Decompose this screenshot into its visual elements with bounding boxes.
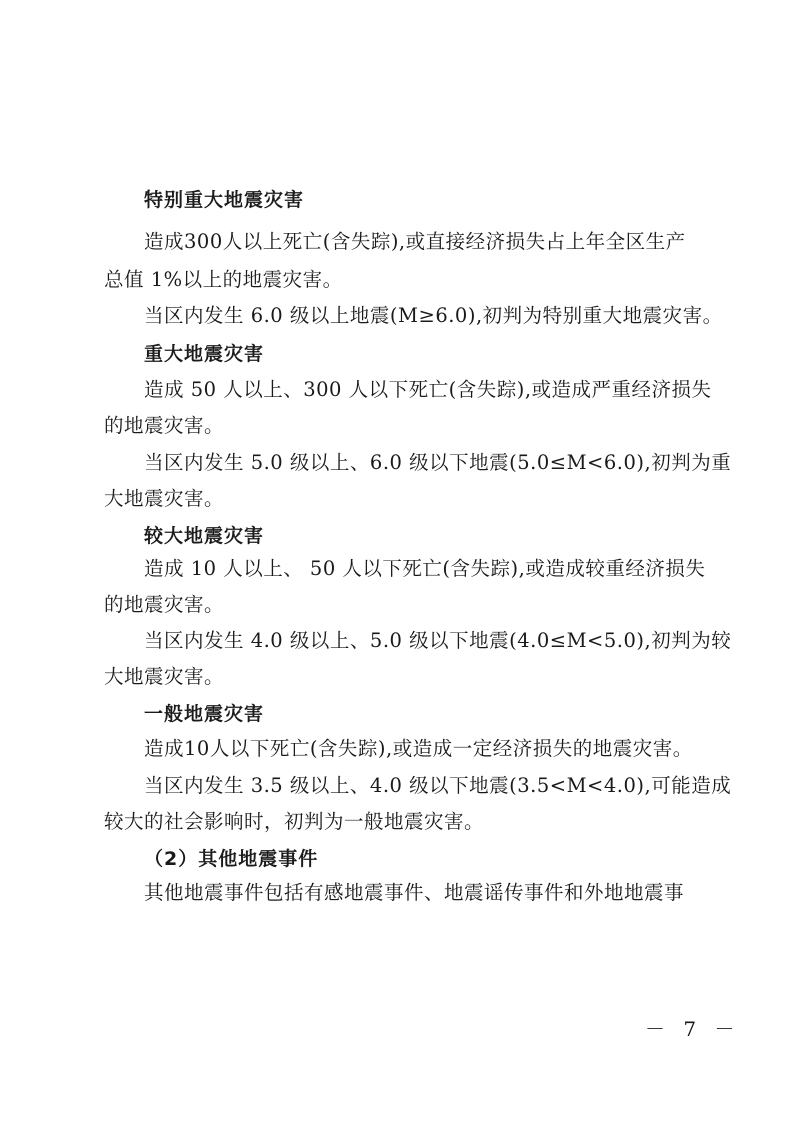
- paragraph-line: 造成 10 人以上、 50 人以下死亡(含失踪),或造成较重经济损失: [144, 557, 706, 580]
- paragraph-line: 造成 50 人以上、300 人以下死亡(含失踪),或造成严重经济损失: [144, 378, 712, 401]
- paragraph-line: 较大的社会影响时，初判为一般地震灾害。: [104, 810, 485, 833]
- paragraph-line: 大地震灾害。: [104, 665, 225, 688]
- paragraph-line: 的地震灾害。: [104, 414, 225, 437]
- paragraph-line: 当区内发生 6.0 级以上地震(M≥6.0),初判为特别重大地震灾害。: [144, 304, 723, 327]
- page-number: － 7 －: [645, 1017, 741, 1041]
- paragraph-line: 造成10人以下死亡(含失踪),或造成一定经济损失的地震灾害。: [144, 737, 693, 760]
- paragraph-line: 当区内发生 5.0 级以上、6.0 级以下地震(5.0≤M<6.0),初判为重: [144, 451, 732, 474]
- paragraph-line: 造成300人以上死亡(含失踪),或直接经济损失占上年全区生产: [144, 230, 686, 253]
- paragraph-line: 当区内发生 3.5 级以上、4.0 级以下地震(3.5<M<4.0),可能造成: [144, 774, 732, 797]
- section-heading: 特别重大地震灾害: [144, 189, 305, 211]
- section-heading: （2）其他地震事件: [144, 848, 319, 870]
- paragraph-line: 其他地震事件包括有感地震事件、地震谣传事件和外地地震事: [144, 881, 685, 904]
- section-heading: 较大地震灾害: [144, 525, 265, 547]
- section-heading: 一般地震灾害: [144, 703, 265, 725]
- paragraph-line: 当区内发生 4.0 级以上、5.0 级以下地震(4.0≤M<5.0),初判为较: [144, 629, 732, 652]
- paragraph-line: 总值 1%以上的地震灾害。: [104, 268, 343, 291]
- paragraph-line: 大地震灾害。: [104, 487, 225, 510]
- paragraph-line: 的地震灾害。: [104, 593, 225, 616]
- section-heading: 重大地震灾害: [144, 343, 265, 365]
